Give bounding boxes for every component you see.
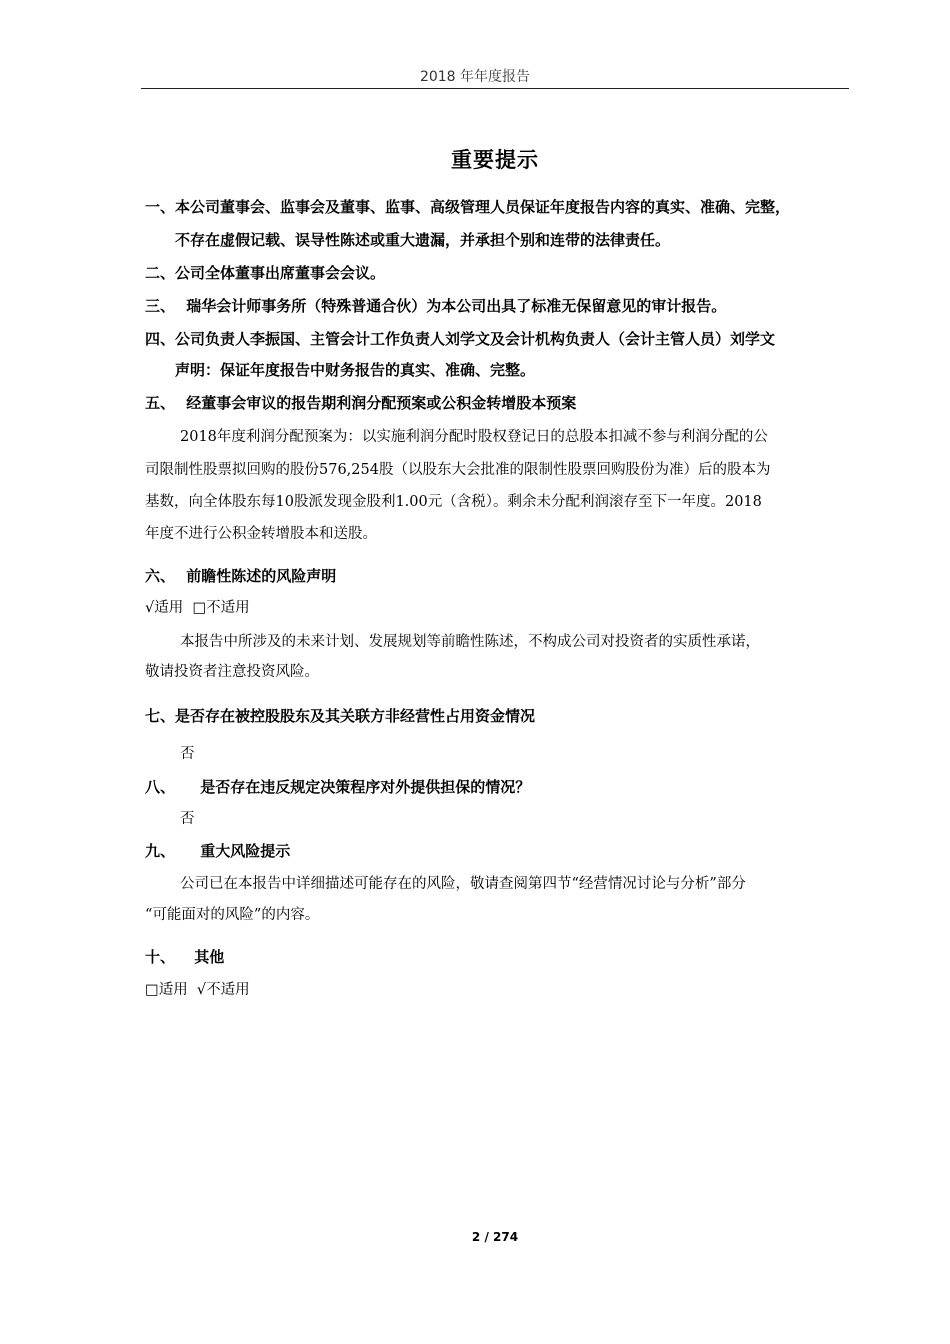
item-eight-heading [145,777,530,797]
item-five-heading [145,393,576,413]
item-ten-heading [145,947,224,967]
item-nine-text: 重大风险提示 [200,842,291,860]
item-five-body-line-4: 年度不进行公积金转增股本和送股。 [145,526,377,542]
item-three [145,296,726,316]
item-ten-text: 其他 [194,948,225,966]
item-four-line-2: 声明：保证年度报告中财务报告的真实、准确、完整。 [175,361,536,379]
item-five-number: 五、 [145,394,176,412]
item-six-applicability: √适用 □不适用 [145,600,250,616]
item-five-body-line-2: 司限制性股票拟回购的股份576,254股（以股东大会批准的限制性股票回购股份为准）后的股本为 [145,462,771,478]
item-six-number: 六、 [145,567,176,585]
item-six-text: 前瞻性陈述的风险声明 [186,567,337,585]
item-nine-number: 九、 [145,842,176,860]
item-seven-answer: 否 [180,746,195,762]
item-three-number: 三、 [145,297,176,315]
item-one-line-2: 不存在虚假记载、误导性陈述或重大遗漏，并承担个别和连带的法律责任。 [175,231,671,249]
item-three-text: 瑞华会计师事务所（特殊普通合伙）为本公司出具了标准无保留意见的审计报告。 [186,297,727,315]
page-title: 重要提示 [451,148,539,172]
item-six-heading [145,566,336,586]
item-ten-applicability: □适用 √不适用 [145,982,250,998]
item-two: 二、公司全体董事出席董事会会议。 [145,264,386,282]
item-six-body-line-1: 本报告中所涉及的未来计划、发展规划等前瞻性陈述，不构成公司对投资者的实质性承诺， [180,634,760,650]
item-five-body-line-3: 基数，向全体股东每10股派发现金股利1.00元（含税）。剩余未分配利润滚存至下一年度。2018 [145,494,762,510]
header-divider [141,88,849,89]
item-eight-answer: 否 [180,811,195,827]
item-eight-text: 是否存在违反规定决策程序对外提供担保的情况？ [200,778,531,796]
running-header: 2018 年年度报告 [419,69,531,85]
item-nine-heading [145,841,290,861]
page-number: 2 / 274 [471,1230,519,1244]
item-seven: 七、是否存在被控股股东及其关联方非经营性占用资金情况 [145,707,536,725]
item-five-text: 经董事会审议的报告期利润分配预案或公积金转增股本预案 [186,394,577,412]
item-one-line-1: 一、本公司董事会、监事会及董事、监事、高级管理人员保证年度报告内容的真实、准确、完整， [145,198,791,216]
item-five-body-line-1: 2018年度利润分配预案为：以实施利润分配时股权登记日的总股本扣减不参与利润分配的公 [180,429,768,445]
item-nine-body-line-1: 公司已在本报告中详细描述可能存在的风险，敬请查阅第四节“经营情况讨论与分析”部分 [180,876,746,892]
item-eight-number: 八、 [145,778,176,796]
item-nine-body-line-2: “可能面对的风险”的内容。 [145,907,320,923]
item-four-line-1: 四、公司负责人李振国、主管会计工作负责人刘学文及会计机构负责人（会计主管人员）刘学文 [145,330,776,348]
item-six-body-line-2: 敬请投资者注意投资风险。 [145,664,319,680]
item-ten-number: 十、 [145,948,176,966]
